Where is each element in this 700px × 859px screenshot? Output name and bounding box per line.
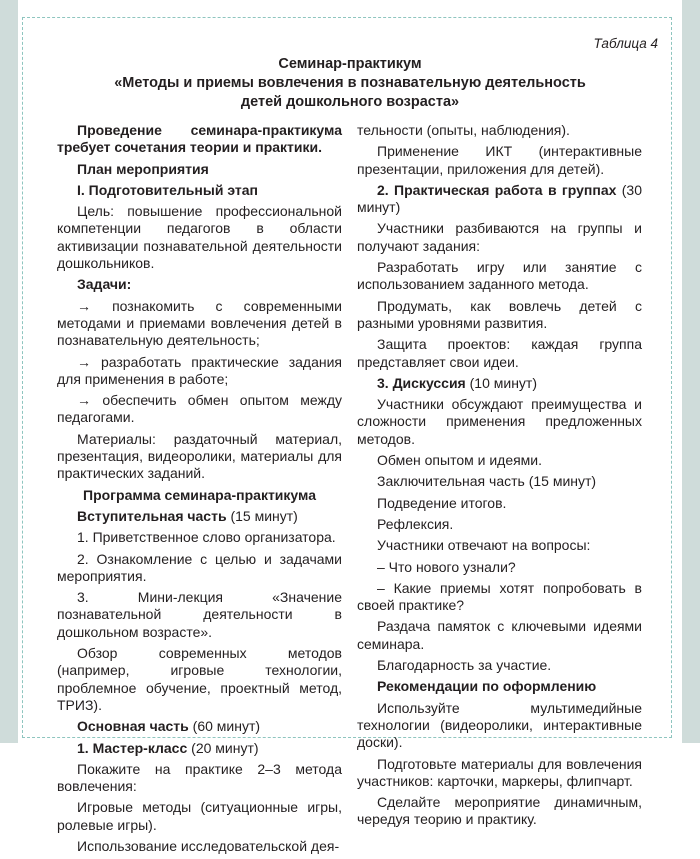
discussion-heading bbox=[357, 375, 642, 392]
task-item: → обеспечить обмен опытом между педагогами. bbox=[57, 392, 342, 426]
intro-paragraph bbox=[57, 122, 342, 157]
right-margin-strip bbox=[682, 0, 700, 743]
intro-part-heading bbox=[57, 508, 342, 525]
intro-part-bold: Вступительная часть bbox=[77, 507, 227, 524]
question-item: – Какие приемы хотят попробовать в своей практике? bbox=[357, 579, 642, 614]
title-line-1: Семинар-практикум bbox=[278, 56, 422, 72]
methods-overview: Обзор современных методов (например, игровые технологии, проблемное обучение, проектный метод, ТРИЗ). bbox=[57, 645, 342, 713]
stage-heading bbox=[57, 182, 342, 199]
final-item: Участники отвечают на вопросы: bbox=[377, 537, 591, 554]
recommendations-heading-text: Рекомендации по оформлению bbox=[377, 678, 597, 695]
table-label: Таблица 4 bbox=[593, 36, 658, 51]
left-column bbox=[57, 122, 342, 859]
final-item: Рефлексия. bbox=[377, 515, 454, 532]
materials-paragraph: Материалы: раздаточный материал, презентация, видеоролики, материалы для практических заданий. bbox=[57, 430, 342, 482]
group-work-bold: 2. Практическая работа в группах bbox=[377, 181, 617, 198]
discussion-bold: 3. Дискуссия bbox=[377, 374, 466, 391]
recommendations-heading bbox=[357, 678, 642, 695]
goal-paragraph: Цель: повышение профессиональной компетенции педагогов в области активизации познавательной деятельности дошкольников. bbox=[57, 203, 342, 272]
tasks-heading bbox=[57, 276, 342, 293]
title-line-2: «Методы и приемы вовлечения в познавательную деятельность bbox=[114, 75, 586, 91]
group-paragraph: Разработать игру или занятие с использованием заданного метода. bbox=[357, 259, 642, 293]
method-item: Применение ИКТ (интерактивные презентации, приложения для детей). bbox=[357, 143, 642, 177]
intro-part-duration: (15 минут) bbox=[226, 507, 298, 524]
discussion-paragraph: Обмен опытом и идеями. bbox=[377, 452, 543, 469]
final-item: Раздача памяток с ключевыми идеями семинара. bbox=[357, 618, 642, 652]
group-work-duration: (30 минут) bbox=[357, 181, 642, 216]
right-column bbox=[357, 122, 642, 833]
group-paragraph: Защита проектов: каждая группа представляет свои идеи. bbox=[357, 336, 642, 370]
title-line-3: детей дошкольного возраста» bbox=[240, 94, 460, 110]
stage-heading-text: I. Подготовительный этап bbox=[77, 181, 258, 198]
program-item: 1. Приветственное слово организатора. bbox=[77, 529, 336, 546]
recommendation-item: Сделайте мероприятие динамичным, чередуя теорию и практику. bbox=[357, 794, 642, 828]
group-paragraph: Участники разбиваются на группы и получают задания: bbox=[357, 220, 642, 254]
task-item: → познакомить с современными методами и приемами вовлечения детей в познавательную деятельность; bbox=[57, 297, 342, 349]
program-item: 2. Ознакомление с целью и задачами мероприятия. bbox=[57, 550, 342, 584]
main-part-heading bbox=[57, 718, 342, 735]
method-item: Использование исследовательской дея- bbox=[77, 837, 340, 854]
masterclass-text: Покажите на практике 2–3 метода вовлечения: bbox=[57, 760, 342, 795]
final-item: Благодарность за участие. bbox=[377, 657, 552, 674]
tasks-heading-text: Задачи: bbox=[77, 276, 132, 293]
masterclass-bold: 1. Мастер-класс bbox=[77, 739, 188, 756]
plan-heading bbox=[57, 161, 342, 178]
group-work-heading bbox=[357, 182, 642, 217]
question-item: – Что нового узнали? bbox=[377, 558, 516, 575]
left-margin-strip bbox=[0, 0, 18, 743]
recommendation-item: Используйте мультимедийные технологии (видеоролики, интерактивные доски). bbox=[357, 699, 642, 751]
main-part-duration: (60 минут) bbox=[188, 718, 261, 735]
method-item: Игровые методы (ситуационные игры, ролевые игры). bbox=[57, 799, 342, 833]
method-continuation: тельности (опыты, наблюдения). bbox=[357, 122, 570, 138]
masterclass-heading bbox=[57, 740, 342, 757]
masterclass-duration: (20 минут) bbox=[187, 739, 259, 756]
task-item: → разработать практические задания для применения в работе; bbox=[57, 353, 342, 387]
final-part: Заключительная часть (15 минут) bbox=[377, 473, 597, 490]
discussion-duration: (10 минут) bbox=[465, 374, 537, 391]
discussion-paragraph: Участники обсуждают преимущества и сложности применения предложенных методов. bbox=[357, 396, 642, 447]
main-part-bold: Основная часть bbox=[77, 718, 189, 735]
program-heading bbox=[57, 487, 342, 504]
final-item: Подведение итогов. bbox=[377, 494, 507, 511]
program-item: 3. Мини-лекция «Значение познавательной деятельности в дошкольном возрасте». bbox=[57, 589, 342, 640]
recommendation-item: Подготовьте материалы для вовлечения участников: карточки, маркеры, флипчарт. bbox=[357, 755, 642, 789]
plan-heading-text: План мероприятия bbox=[77, 160, 209, 177]
program-heading-text: Программа семинара-практикума bbox=[83, 486, 316, 503]
group-paragraph: Продумать, как вовлечь детей с разными уровнями развития. bbox=[357, 297, 642, 331]
page-title bbox=[40, 55, 660, 112]
intro-text: Проведение семинара-практикума требует сочетания теории и практики. bbox=[57, 122, 342, 156]
